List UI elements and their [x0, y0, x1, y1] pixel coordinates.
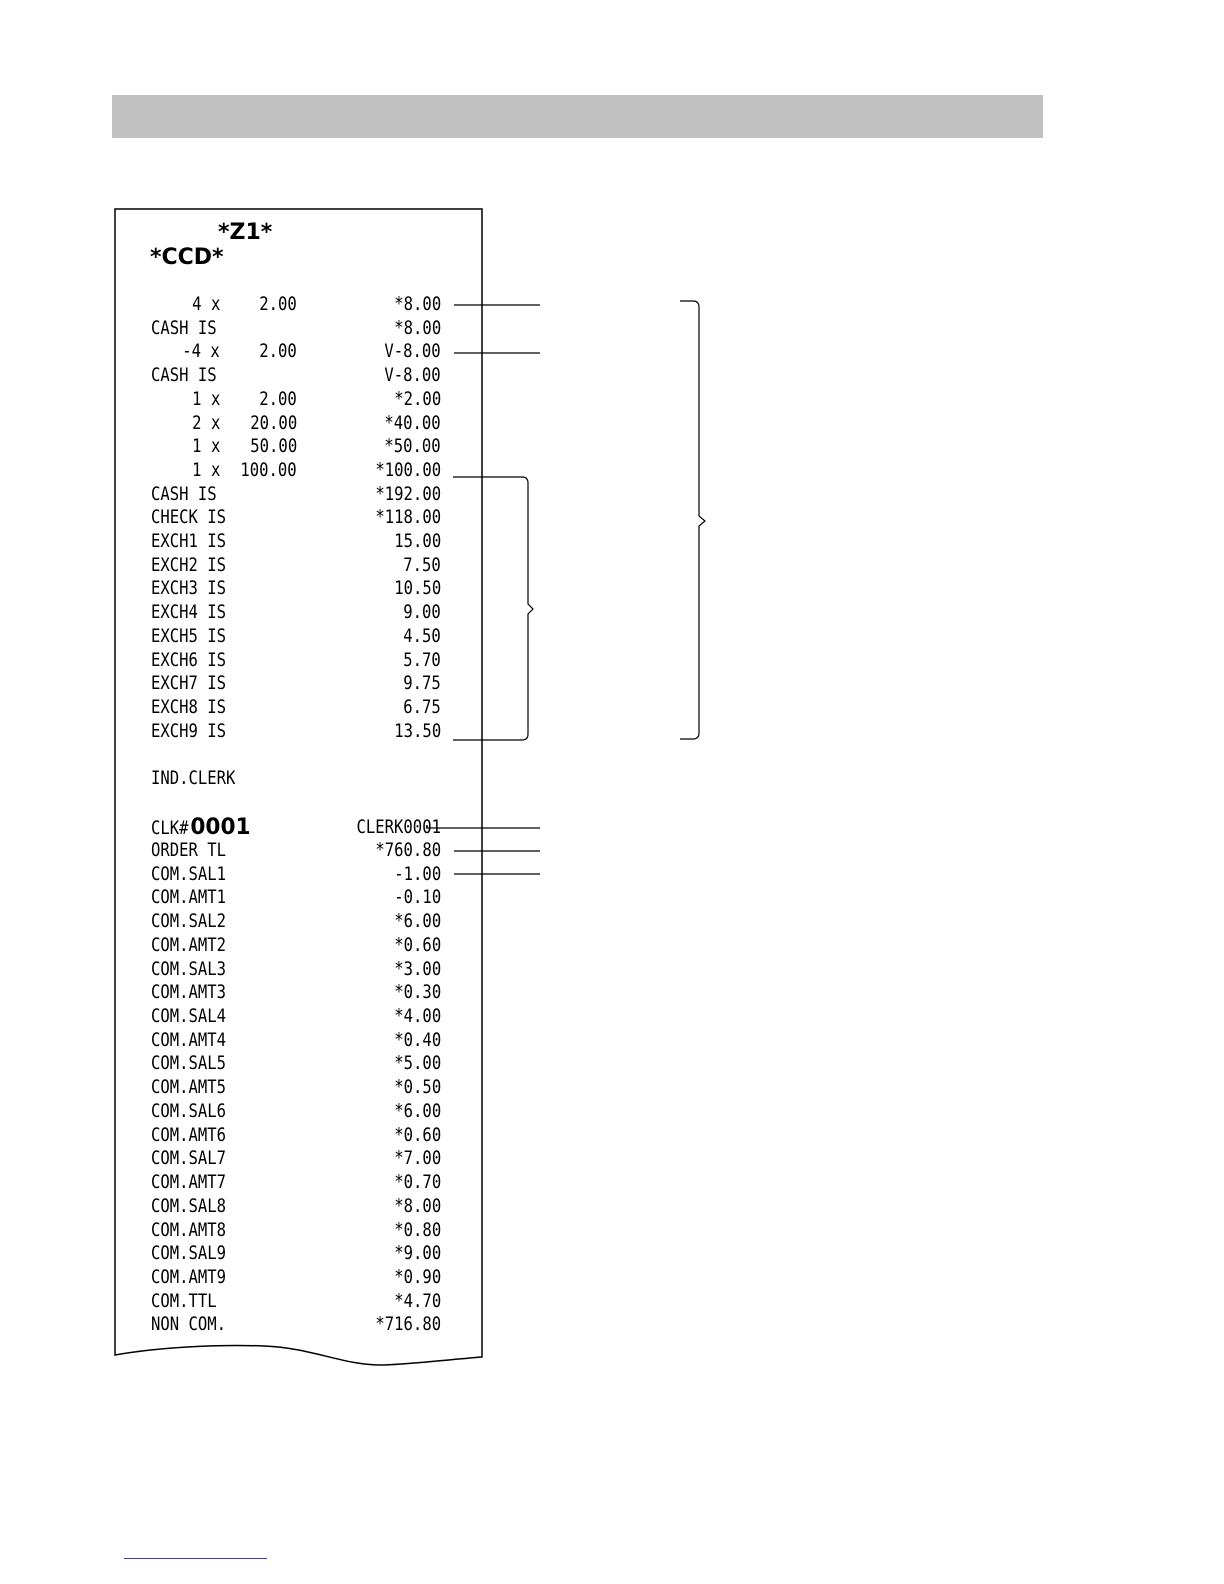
line-amount: *40.00	[384, 412, 441, 434]
clerk-line-label: COM.AMT4	[151, 1029, 227, 1051]
clerk-line-label: COM.SAL4	[151, 1005, 227, 1027]
clerk-line-label: COM.AMT7	[151, 1171, 227, 1193]
line-amount: 13.50	[394, 720, 441, 742]
clerk-label: CLK#	[151, 817, 189, 839]
clerk-line-amount: *760.80	[375, 839, 441, 861]
line-label: EXCH2 IS	[151, 554, 227, 576]
line-quantity: 1 x	[191, 435, 220, 457]
callout-bracket-inner	[453, 477, 533, 740]
clerk-line-amount: *716.80	[375, 1313, 441, 1335]
clerk-line-label: COM.AMT1	[151, 886, 227, 908]
clerk-line-amount: *0.60	[394, 1124, 441, 1146]
clerk-line-amount: *4.70	[394, 1290, 441, 1312]
line-label: EXCH1 IS	[151, 530, 227, 552]
clerk-line-label: COM.AMT9	[151, 1266, 227, 1288]
ind-clerk-heading: IND.CLERK	[151, 767, 236, 789]
clerk-line-label: COM.AMT3	[151, 981, 227, 1003]
clerk-line-amount: *0.60	[394, 934, 441, 956]
line-label: EXCH3 IS	[151, 577, 227, 599]
clerk-line-amount: *6.00	[394, 910, 441, 932]
line-amount: 5.70	[403, 649, 441, 671]
line-amount: *192.00	[375, 483, 441, 505]
line-label: CASH IS	[151, 483, 217, 505]
clerk-line-label: COM.SAL7	[151, 1147, 227, 1169]
clerk-line-amount: *0.30	[394, 981, 441, 1003]
clerk-line-label: COM.AMT6	[151, 1124, 227, 1146]
clerk-line-label: COM.AMT2	[151, 934, 227, 956]
line-unit-price: 50.00	[250, 435, 297, 457]
line-amount: *8.00	[394, 293, 441, 315]
clerk-line-amount: *3.00	[394, 958, 441, 980]
line-label: EXCH7 IS	[151, 672, 227, 694]
line-amount: V-8.00	[384, 340, 441, 362]
clerk-line-label: COM.TTL	[151, 1290, 217, 1312]
clerk-line-label: COM.SAL9	[151, 1242, 227, 1264]
line-amount: 9.75	[403, 672, 441, 694]
clerk-line-amount: *4.00	[394, 1005, 441, 1027]
callout-bracket-outer	[680, 301, 705, 739]
line-amount: 15.00	[394, 530, 441, 552]
line-amount: 7.50	[403, 554, 441, 576]
clerk-line-amount: *0.50	[394, 1076, 441, 1098]
line-amount: *50.00	[384, 435, 441, 457]
line-amount: *8.00	[394, 317, 441, 339]
line-quantity: 1 x	[191, 388, 220, 410]
line-amount: *118.00	[375, 506, 441, 528]
clerk-line-label: ORDER TL	[151, 839, 227, 861]
clerk-line-label: COM.SAL8	[151, 1195, 227, 1217]
line-quantity: 1 x	[191, 459, 220, 481]
line-unit-price: 2.00	[259, 293, 297, 315]
clerk-line-label: COM.SAL2	[151, 910, 227, 932]
clerk-line-amount: *9.00	[394, 1242, 441, 1264]
clerk-line-label: COM.SAL3	[151, 958, 227, 980]
line-amount: 4.50	[403, 625, 441, 647]
clerk-line-label: COM.SAL1	[151, 863, 227, 885]
line-amount: 10.50	[394, 577, 441, 599]
line-unit-price: 20.00	[250, 412, 297, 434]
clerk-line-label: COM.SAL6	[151, 1100, 227, 1122]
line-unit-price: 2.00	[259, 388, 297, 410]
clerk-line-amount: *7.00	[394, 1147, 441, 1169]
line-label: EXCH6 IS	[151, 649, 227, 671]
clerk-line-amount: *5.00	[394, 1052, 441, 1074]
line-label: EXCH5 IS	[151, 625, 227, 647]
clerk-line-amount: *0.70	[394, 1171, 441, 1193]
clerk-line-label: NON COM.	[151, 1313, 227, 1335]
line-amount: *2.00	[394, 388, 441, 410]
clerk-line-amount: *0.80	[394, 1219, 441, 1241]
line-quantity: 2 x	[191, 412, 220, 434]
line-quantity: -4 x	[182, 340, 220, 362]
clerk-line-amount: -1.00	[394, 863, 441, 885]
line-amount: V-8.00	[384, 364, 441, 386]
line-amount: *100.00	[375, 459, 441, 481]
clerk-number: 0001	[190, 815, 251, 840]
line-amount: 6.75	[403, 696, 441, 718]
line-label: CASH IS	[151, 364, 217, 386]
clerk-line-amount: *8.00	[394, 1195, 441, 1217]
line-label: CHECK IS	[151, 506, 227, 528]
clerk-line-label: COM.AMT8	[151, 1219, 227, 1241]
clerk-name: CLERK0001	[356, 816, 441, 838]
line-unit-price: 2.00	[259, 340, 297, 362]
line-label: EXCH9 IS	[151, 720, 227, 742]
receipt-title-z: *Z1*	[218, 220, 273, 245]
line-label: EXCH8 IS	[151, 696, 227, 718]
clerk-line-amount: *0.40	[394, 1029, 441, 1051]
bottom-link-underline	[124, 1558, 267, 1559]
line-amount: 9.00	[403, 601, 441, 623]
clerk-line-label: COM.SAL5	[151, 1052, 227, 1074]
line-unit-price: 100.00	[240, 459, 297, 481]
line-label: CASH IS	[151, 317, 217, 339]
receipt-title-ccd: *CCD*	[150, 245, 224, 270]
line-quantity: 4 x	[191, 293, 220, 315]
line-label: EXCH4 IS	[151, 601, 227, 623]
clerk-line-label: COM.AMT5	[151, 1076, 227, 1098]
clerk-line-amount: *6.00	[394, 1100, 441, 1122]
clerk-line-amount: *0.90	[394, 1266, 441, 1288]
clerk-line-amount: -0.10	[394, 886, 441, 908]
